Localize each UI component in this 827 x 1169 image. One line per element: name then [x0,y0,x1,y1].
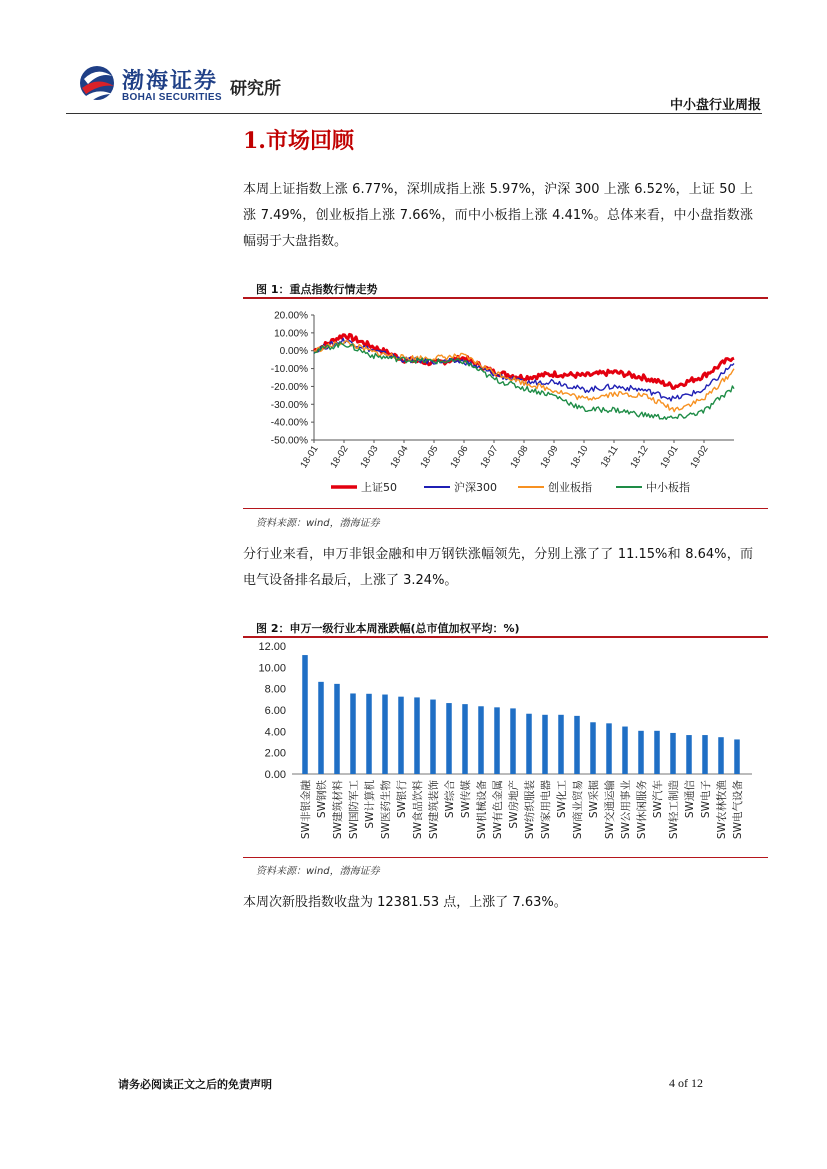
category-label: SW银行 [396,780,408,819]
category-label: SW非银金融 [300,780,312,840]
x-tick-label: 18-09 [538,443,561,471]
y-tick-label: -10.00% [270,364,308,376]
figure-2-source: 资料来源：wind，渤海证券 [256,866,380,877]
category-label: SW钢铁 [316,780,328,819]
legend-label: 上证50 [361,481,397,494]
bar-13 [494,707,500,774]
category-label: SW化工 [556,780,568,819]
category-label: SW汽车 [652,780,664,819]
paragraph-market-review: 本周上证指数上涨 6.77%，深圳成指上涨 5.97%，沪深 300 上涨 6.52%，上证 50 上涨 7.49%，创业板指上涨 7.66%，而中小板指上涨 4.41%。总体来看，中小盘指数涨幅弱于大盘指数。 [243,182,753,249]
legend-label: 沪深300 [454,481,497,494]
paragraph-industry: 分行业来看，申万非银金融和申万钢铁涨幅领先，分别上涨了了 11.15%和 8.64%，而电气设备排名最后，上涨了 3.24%。 [243,547,753,588]
category-label: SW农林牧渔 [716,780,728,840]
bar-11 [462,704,468,774]
bar-12 [478,706,484,774]
category-label: SW电子 [700,780,712,819]
figure-2-title: 图 2：申万一级行业本周涨跌幅(总市值加权平均：%) [256,622,520,635]
category-label: SW交通运输 [604,780,616,840]
bar-15 [526,714,532,774]
category-label: SW食品饮料 [412,780,424,840]
logo-chinese-name: 渤海证券 [122,68,219,94]
bar-19 [590,722,596,774]
x-tick-label: 19-02 [688,443,711,471]
page-number: 4 of 12 [669,1076,703,1090]
x-tick-label: 18-07 [478,443,501,471]
industry-bar-chart [243,638,763,853]
figure-1-title: 图 1：重点指数行情走势 [256,283,378,296]
category-label: SW休闲服务 [636,780,648,840]
figure-1-top-rule [243,297,768,299]
category-label: SW房地产 [508,780,520,829]
bar-9 [430,700,436,774]
bar-27 [718,737,724,774]
bar-4 [350,693,356,774]
series-line-1 [314,334,734,388]
category-label: SW家用电器 [540,780,552,840]
bar-26 [702,735,708,774]
category-label: SW综合 [444,780,456,819]
bohai-logo-icon [78,62,118,106]
category-label: SW轻工制造 [668,780,680,840]
y-tick-label: -40.00% [270,417,308,429]
y-tick-label: 0.00% [279,346,308,358]
category-label: SW电气设备 [732,780,744,840]
y-tick-label: 0.00 [264,769,286,781]
y-tick-label: -20.00% [270,381,308,393]
bar-16 [542,715,548,774]
category-label: SW机械设备 [476,780,488,840]
section-title: 1.市场回顾 [243,128,354,154]
y-tick-label: 4.00 [264,726,286,739]
bar-22 [638,731,644,774]
y-tick-label: 6.00 [264,705,286,717]
x-tick-label: 18-04 [388,443,411,471]
category-label: SW有色金属 [492,780,504,840]
y-tick-label: 8.00 [264,683,286,696]
bar-24 [670,733,676,774]
paragraph-new-shares: 本周次新股指数收盘为 12381.53 点，上涨了 7.63%。 [243,895,567,910]
bar-8 [414,697,420,774]
x-tick-label: 18-03 [358,443,381,471]
y-tick-label: 10.00% [274,328,308,340]
report-type: 中小盘行业周报 [669,98,761,113]
y-tick-label: -30.00% [270,399,308,411]
bar-2 [318,682,324,774]
bar-1 [302,655,308,774]
y-tick-label: -50.00% [270,435,308,447]
category-label: SW公用事业 [620,780,632,840]
y-tick-label: 10.00 [258,662,286,675]
bar-18 [574,716,580,774]
x-tick-label: 18-02 [328,443,351,471]
category-label: SW传媒 [460,780,472,819]
bar-25 [686,735,692,774]
header-divider [66,113,762,114]
company-logo [78,62,293,106]
category-label: SW医药生物 [380,780,392,840]
x-tick-label: 18-06 [448,443,471,471]
legend-label: 中小板指 [646,481,690,494]
category-label: SW纺织服装 [524,780,536,840]
category-label: SW采掘 [588,780,600,819]
y-tick-label: 2.00 [264,747,286,760]
category-label: SW国防军工 [348,780,360,840]
bar-14 [510,708,516,774]
x-tick-label: 18-11 [598,443,621,470]
category-label: SW建筑装饰 [428,780,440,840]
category-label: SW计算机 [364,780,376,829]
bar-3 [334,684,340,774]
bar-6 [382,695,388,774]
x-tick-label: 18-12 [628,443,651,471]
x-tick-label: 18-10 [568,443,591,471]
figure-1-source: 资料来源：wind，渤海证券 [256,518,380,529]
category-label: SW建筑材料 [332,780,344,840]
bar-23 [654,731,660,774]
category-label: SW商业贸易 [572,780,584,840]
footer-disclaimer: 请务必阅读正文之后的免责声明 [118,1078,272,1091]
legend-label: 创业板指 [548,481,592,494]
x-tick-label: 18-05 [418,443,441,471]
index-trend-chart [256,305,711,505]
bar-20 [606,723,612,774]
bar-21 [622,727,628,774]
bar-10 [446,703,452,774]
x-tick-label: 18-08 [508,443,531,471]
bar-17 [558,715,564,774]
figure-1-bottom-rule [243,508,768,509]
y-tick-label: 20.00% [274,310,308,322]
bar-5 [366,694,372,774]
bar-7 [398,697,404,774]
bar-28 [734,739,740,774]
category-label: SW通信 [684,780,696,819]
logo-english-name: BOHAI SECURITIES [122,92,222,103]
x-tick-label: 19-01 [658,443,681,471]
figure-2-bottom-rule [243,857,768,858]
logo-institute: 研究所 [230,79,281,99]
y-tick-label: 12.00 [258,641,286,653]
x-tick-label: 18-01 [298,443,321,471]
